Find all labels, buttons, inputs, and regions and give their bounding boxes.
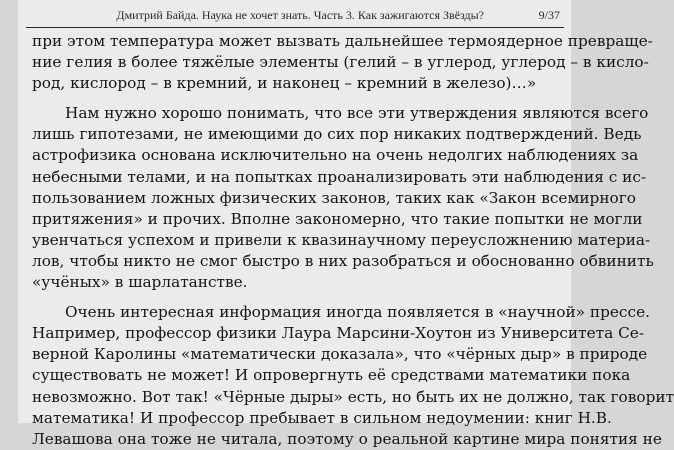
header-title: Дмитрий Байда. Наука не хочет знать. Часть 3. Как зажигаются Звёзды? (116, 8, 484, 22)
paragraph (32, 103, 654, 293)
text-line: астрофизика основана исключительно на очень недолгих наблюдениях за (32, 146, 639, 165)
text-line: Например, профессор физики Лаура Марсини-Хоутон из Университета Се- (32, 324, 644, 343)
text-line: ние гелия в более тяжёлые элементы (гелий – в углерод, углерод – в кисло- (32, 53, 649, 72)
paragraph-spacing (32, 94, 565, 103)
text-line: при этом температура может вызвать дальнейшее термоядерное превраще- (32, 32, 653, 50)
text-line: увенчаться успехом и привели к квазинаучному переусложнению материа- (32, 230, 651, 249)
page-number: 9/37 (538, 8, 560, 22)
text-line: математика! И профессор пребывает в сильном недоумении: книг Н.В. (32, 408, 612, 427)
text-line: небесными телами, и на попытках проанализировать эти наблюдения с ис- (32, 167, 647, 186)
text-line: верной Каролины «математически доказала», что «чёрных дыр» в природе (32, 345, 648, 364)
text-line: притяжения» и прочих. Вполне закономерно, что такие попытки не могли (32, 209, 643, 228)
text-line: Очень интересная информация иногда появляется в «научной» прессе. (65, 303, 650, 322)
body-text (32, 31, 674, 450)
text-line: «учёных» в шарлатанстве. (32, 273, 248, 292)
text-line: Левашова она тоже не читала, поэтому о реальной картине мира понятия не (32, 429, 662, 448)
text-line: пользованием ложных физических законов, таких как «Закон всемирного (32, 188, 636, 207)
text-line: род, кислород – в кремний, и наконец – кремний в железо)…» (32, 74, 537, 93)
document-page (18, 0, 674, 448)
text-line: лов, чтобы никто не смог быстро в них разобраться и обоснованно обвинить (32, 251, 654, 270)
paragraph-spacing (32, 293, 565, 302)
text-line: Нам нужно хорошо понимать, что все эти утверждения являются всего (65, 104, 649, 123)
paragraph (32, 31, 653, 94)
text-line: существовать не может! И опровергнуть её средствами математики пока (32, 366, 631, 385)
text-line: невозможно. Вот так! «Чёрные дыры» есть, но быть их не должно, так говорит (32, 387, 674, 406)
running-header (18, 8, 562, 26)
header-divider (26, 27, 564, 28)
paragraph (32, 302, 674, 450)
text-line: лишь гипотезами, не имеющими до сих пор никаких подтверждений. Ведь (32, 125, 642, 144)
